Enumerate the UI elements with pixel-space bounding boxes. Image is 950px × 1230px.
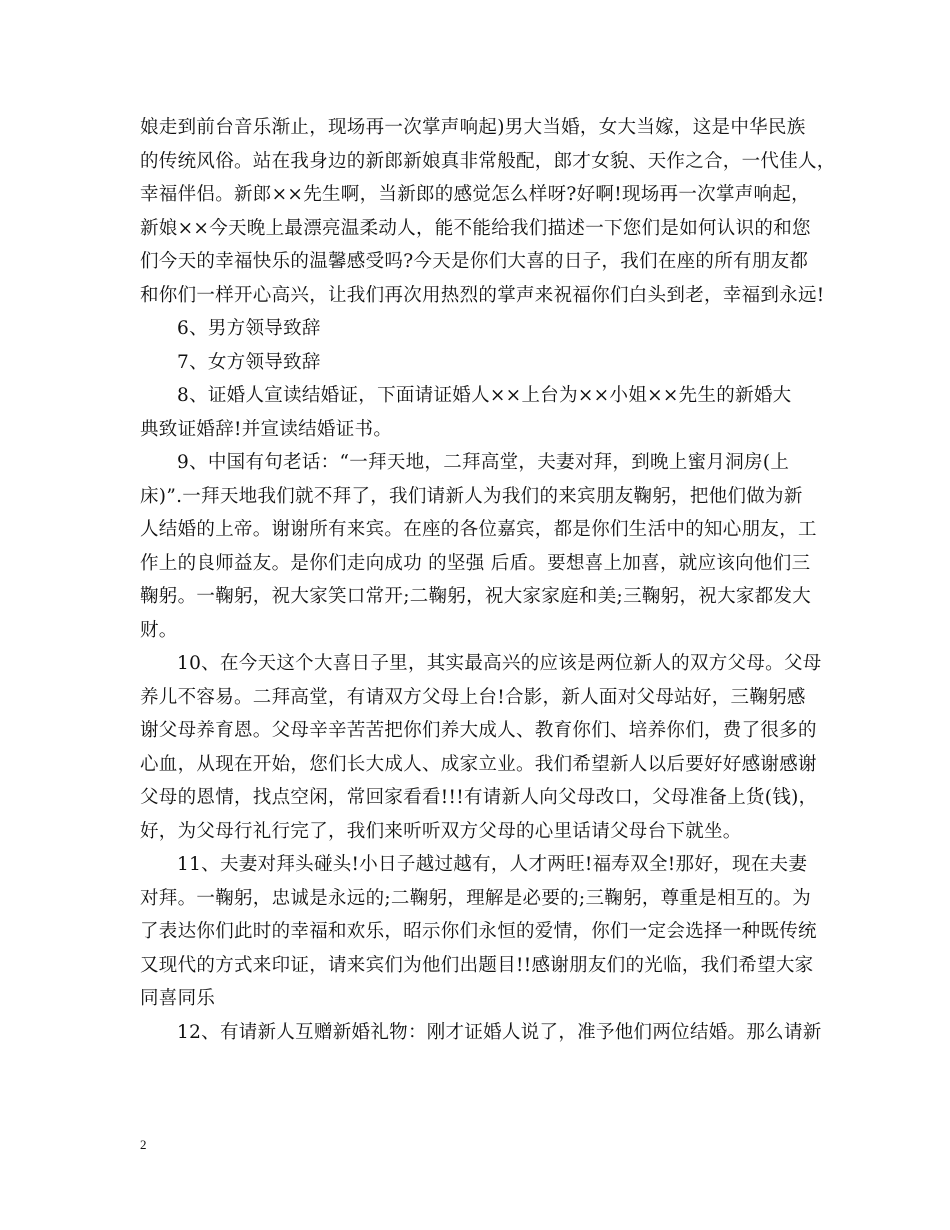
body-text: [140, 111, 836, 1049]
list-item-11: 11、夫妻对拜头碰头!小日子越过越有，人才两旺!福寿双全!那好，现在夫妻: [177, 854, 808, 875]
text-line: 和你们一样开心高兴，让我们再次用热烈的掌声来祝福你们白头到老，幸福到永远!: [140, 284, 825, 306]
text-line: 了表达你们此时的幸福和欢乐，昭示你们永恒的爱情，你们一定会选择一种既传统: [140, 921, 817, 942]
text-line: 幸福伴侣。新郎××先生啊，当新郎的感觉怎么样呀?好啊!现场再一次掌声响起，: [140, 184, 810, 205]
text-line: 养儿不容易。二拜高堂，有请双方父母上台!合影，新人面对父母站好，三鞠躬感: [140, 686, 806, 708]
text-line: 娘走到前台音乐渐止，现场再一次掌声响起)男大当婚，女大当嫁，这是中华民族: [140, 117, 806, 138]
text-line: 父母的恩情，找点空闲，常回家看看!!!有请新人向父母改口，父母准备上货(钱)，: [140, 787, 818, 808]
list-item-10: 10、在今天这个大喜日子里，其实最高兴的应该是两位新人的双方父母。父母: [177, 653, 822, 674]
list-item-12: 12、有请新人互赠新婚礼物：刚才证婚人说了，准予他们两位结婚。那么请新: [177, 1021, 822, 1043]
list-item-9: 9、中国有句老话：“一拜天地，二拜高堂，夫妻对拜，到晚上蜜月洞房(上: [177, 452, 790, 473]
list-item-8: 8、证婚人宣读结婚证，下面请证婚人××上台为××小姐××先生的新婚大: [177, 385, 792, 406]
text-line: 作上的良师益友。是你们走向成功 的坚强 后盾。要想喜上加喜，就应该向他们三: [140, 552, 811, 574]
text-line: 床)”.一拜天地我们就不拜了，我们请新人为我们的来宾朋友鞠躬，把他们做为新: [140, 485, 803, 507]
text-line: 又现代的方式来印证，请来宾们为他们出题目!!感谢朋友们的光临，我们希望大家: [140, 954, 814, 976]
list-item-6: 6、男方领导致辞: [177, 318, 321, 339]
text-line: 好，为父母行礼行完了，我们来听听双方父母的心里话请父母台下就坐。: [140, 820, 742, 842]
page-number: 2: [140, 1137, 147, 1152]
text-line: 典致证婚辞!并宣读结婚证书。: [140, 418, 393, 440]
text-line: 鞠躬。一鞠躬，祝大家笑口常开;二鞠躬，祝大家家庭和美;三鞠躬，祝大家都发大: [140, 586, 812, 607]
text-line: 的传统风俗。站在我身边的新郎新娘真非常般配，郎才女貌、天作之合，一代佳人，: [140, 150, 836, 172]
text-line: 谢父母养育恩。父母辛辛苦苦把你们养大成人、教育你们、培养你们，费了很多的: [140, 720, 817, 741]
text-line: 对拜。一鞠躬，忠诚是永远的;二鞠躬，理解是必要的;三鞠躬，尊重是相互的。为: [140, 887, 812, 909]
text-line: 新娘××今天晚上最漂亮温柔动人，能不能给我们描述一下您们是如何认识的和您: [140, 217, 811, 239]
list-item-7: 7、女方领导致辞: [177, 351, 321, 373]
text-line: 同喜同乐: [140, 988, 216, 1009]
text-line: 心血，从现在开始，您们长大成人、成家立业。我们希望新人以后要好好感谢感谢: [140, 753, 817, 775]
text-line: 财。: [140, 619, 178, 641]
text-line: 们今天的幸福快乐的温馨感受吗?今天是你们大喜的日子，我们在座的所有朋友都: [140, 251, 809, 272]
text-line: 人结婚的上帝。谢谢所有来宾。在座的各位嘉宾，都是你们生活中的知心朋友，工: [140, 519, 817, 540]
